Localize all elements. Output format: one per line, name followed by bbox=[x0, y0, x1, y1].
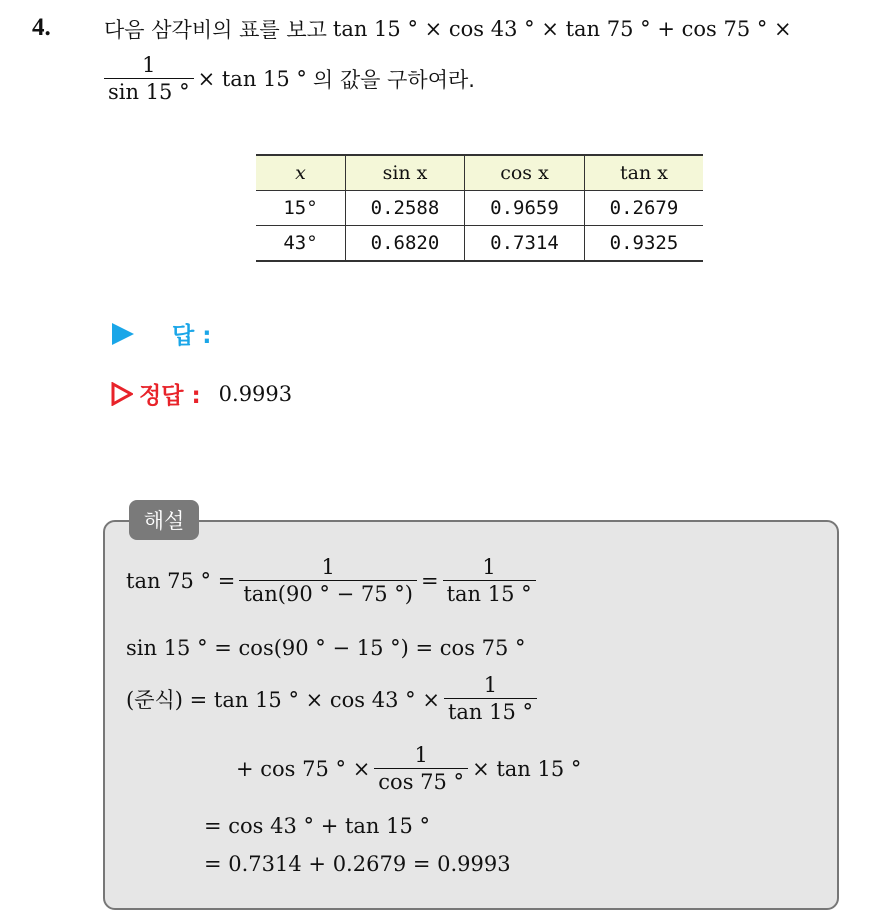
header-sin: sin x bbox=[346, 155, 465, 191]
correct-answer-label: 정답 : bbox=[139, 383, 201, 409]
correct-answer-value: 0.9993 bbox=[218, 381, 293, 406]
eq-fraction bbox=[239, 556, 417, 606]
correct-answer-row bbox=[111, 377, 292, 410]
header-cos: cos x bbox=[465, 155, 585, 191]
eq-fraction bbox=[443, 556, 536, 606]
table-cell: 0.7314 bbox=[465, 226, 585, 262]
header-tan: tan x bbox=[585, 155, 704, 191]
eq-text: = 0.7314 + 0.2679 = 0.9993 bbox=[204, 852, 511, 876]
fraction-numerator: 1 bbox=[482, 555, 496, 579]
answer-label: 답 : bbox=[172, 323, 212, 349]
eq-sign: = bbox=[420, 569, 439, 594]
table-row bbox=[256, 226, 703, 262]
fraction-numerator: 1 bbox=[414, 743, 428, 767]
question-line-1 bbox=[104, 14, 792, 44]
eq-fraction bbox=[444, 674, 537, 724]
fraction-denominator: tan 15 ° bbox=[444, 698, 537, 724]
header-x: x bbox=[256, 155, 346, 191]
fraction-denominator: sin 15 ° bbox=[104, 78, 194, 104]
eq-text: sin 15 ° = cos(90 ° − 15 °) = cos 75 ° bbox=[126, 636, 526, 660]
fraction-numerator: 1 bbox=[321, 555, 335, 579]
table-cell: 15° bbox=[256, 191, 346, 226]
trig-ratio-table bbox=[256, 154, 703, 262]
eq-rhs: × tan 15 ° bbox=[472, 757, 582, 782]
answer-row bbox=[112, 317, 211, 350]
table-cell: 43° bbox=[256, 226, 346, 262]
table-cell: 0.9325 bbox=[585, 226, 704, 262]
question-expression: tan 15 ° × cos 43 ° × tan 75 ° + cos 75 ° × bbox=[332, 17, 792, 41]
explanation-line-6 bbox=[204, 852, 511, 876]
explanation-line-4 bbox=[236, 744, 581, 794]
question-line-2 bbox=[100, 54, 475, 104]
explanation-line-5 bbox=[204, 814, 430, 838]
eq-fraction bbox=[374, 744, 468, 794]
explanation-line-1 bbox=[126, 556, 540, 606]
question-intro: 다음 삼각비의 표를 보고 bbox=[104, 18, 327, 42]
eq-text: = cos 43 ° + tan 15 ° bbox=[204, 814, 431, 838]
outline-triangle-icon bbox=[111, 382, 133, 406]
explanation-line-2 bbox=[126, 636, 526, 660]
eq-lhs: (준식) = tan 15 ° × cos 43 ° × bbox=[126, 688, 440, 713]
question-number: 4. bbox=[32, 14, 51, 41]
play-triangle-icon bbox=[112, 323, 134, 345]
explanation-tag: 해설 bbox=[129, 500, 199, 540]
fraction-numerator: 1 bbox=[142, 53, 156, 77]
table-cell: 0.2588 bbox=[346, 191, 465, 226]
question-fraction bbox=[104, 54, 194, 104]
fraction-numerator: 1 bbox=[483, 673, 498, 697]
eq-lhs: + cos 75 ° × bbox=[236, 757, 371, 782]
fraction-denominator: tan 15 ° bbox=[443, 580, 536, 606]
question-tail-expression: × tan 15 ° bbox=[197, 67, 307, 92]
table-header-row bbox=[256, 155, 703, 191]
fraction-denominator: tan(90 ° − 75 °) bbox=[239, 580, 417, 606]
table-cell: 0.2679 bbox=[585, 191, 704, 226]
table-cell: 0.9659 bbox=[465, 191, 585, 226]
explanation-line-3 bbox=[126, 674, 541, 724]
table-row bbox=[256, 191, 703, 226]
table-cell: 0.6820 bbox=[346, 226, 465, 262]
question-tail-text: 의 값을 구하여라. bbox=[312, 68, 475, 93]
eq-lhs: tan 75 ° = bbox=[126, 569, 236, 594]
fraction-denominator: cos 75 ° bbox=[374, 768, 468, 794]
